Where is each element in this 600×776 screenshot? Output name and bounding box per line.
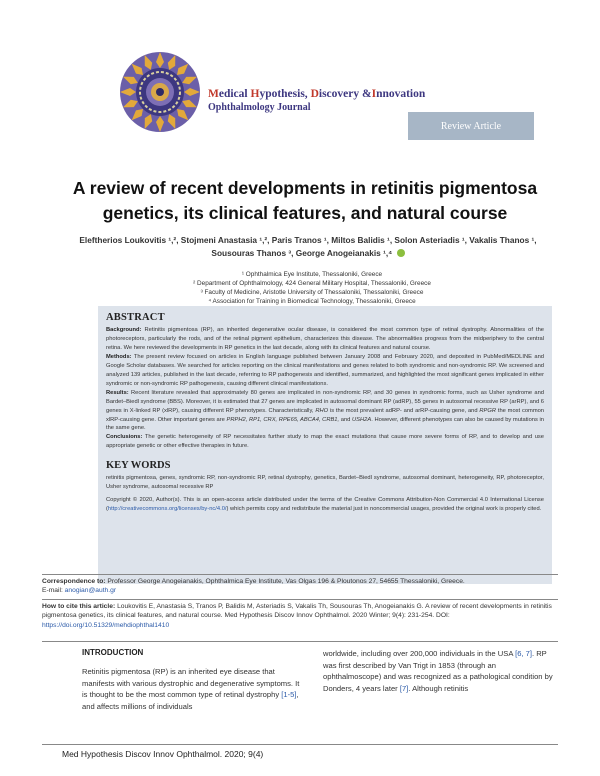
journal-word-hypothesis: ypothesis, xyxy=(259,88,311,100)
journal-name-line1 xyxy=(208,88,425,101)
reference-link[interactable]: [1-5] xyxy=(281,690,297,699)
conclusions-label: Conclusions: xyxy=(106,434,143,441)
body-column-left xyxy=(82,648,300,712)
affiliations xyxy=(100,270,524,306)
abstract-conclusions xyxy=(106,433,544,451)
journal-initial-d: D xyxy=(310,88,319,100)
methods-label: Methods: xyxy=(106,353,132,360)
article-type-badge: Review Article xyxy=(408,112,534,140)
body-column-right xyxy=(323,648,553,694)
affiliation-2: ² Department of Ophthalmology, 424 General Military Hospital, Thessaloniki, Greece xyxy=(193,280,431,287)
correspondence xyxy=(42,577,558,595)
journal-initial-m: M xyxy=(208,88,219,100)
gene-rho: RHO xyxy=(315,407,329,414)
abstract-methods xyxy=(106,353,544,389)
introduction-heading: INTRODUCTION xyxy=(82,648,144,657)
journal-mandala-logo xyxy=(118,50,202,134)
results-text-c: the most common xlRP-causing gene. Other important genes are xyxy=(106,407,545,423)
keywords-text: retinitis pigmentosa, genes, syndromic RP, non-syndromic RP, retinal dystrophy, genetics, Bardet–Biedl syndrome, autosomal dominant, heterogeneity, RP, photoreceptor, Usher syndrome, autosomal recessive RP xyxy=(106,475,544,491)
correspondence-text: Professor George Anogeianakis, Ophthalmica Eye Institute, Vas Olgas 196 & Ploutonos 27, 54655 Thessaloniki, Greece. xyxy=(107,578,465,585)
journal-initial-h: H xyxy=(250,88,260,100)
results-label: Results: xyxy=(106,389,129,396)
divider xyxy=(42,641,558,642)
reference-link[interactable]: [7] xyxy=(399,683,409,693)
intro-text-e: . Although retinitis xyxy=(408,683,469,693)
gene-list: PRPH2, RP1, CRX, RPE65, ABCA4, CRB1, xyxy=(226,416,340,423)
intro-text-d: . RP was first described by Van Trigt in 1853 (through an ophthalmoscope) and was recognized as a pathological condition by Donders, 4 years later xyxy=(323,649,553,693)
license-link[interactable]: http://creativecommons.org/licenses/by-nc/4.0/ xyxy=(107,506,227,513)
affiliation-3: ³ Faculty of Medicine, Aristotle University of Thessaloniki, Thessaloniki, Greece xyxy=(200,289,424,296)
page-footer: Med Hypothesis Discov Innov Ophthalmol. 2020; 9(4) xyxy=(62,749,264,759)
keywords-heading: KEY WORDS xyxy=(106,460,171,472)
citation-label: How to cite this article: xyxy=(42,603,116,610)
doi-link[interactable]: https://doi.org/10.51329/mehdiophthal1410 xyxy=(42,621,170,629)
divider xyxy=(42,574,558,575)
journal-initial-i: I xyxy=(371,88,377,100)
abstract-heading: ABSTRACT xyxy=(106,312,165,323)
journal-word-medical: edical xyxy=(218,88,251,100)
copyright-notice xyxy=(106,496,544,514)
abstract-box xyxy=(98,306,552,584)
background-text: Retinitis pigmentosa (RP), an inherited degenerative ocular disease, is considered the most common type of retinal dystrophy. Abnormalities of the photoreceptors, particularly the rods, and of the retinal pigment epithelium, characterizes this disease. The abnormalities progress from the midperiphery to the central retina. We here reviewed the developments in RP genetics in the last decade, along with its clinical features and natural course. xyxy=(106,327,544,351)
article-title: A review of recent developments in retinitis pigmentosa genetics, its clinical features, and natural course xyxy=(72,178,538,223)
intro-paragraph-right xyxy=(323,648,553,694)
footer-divider xyxy=(42,744,558,745)
email-link[interactable]: anogian@auth.gr xyxy=(64,587,117,594)
intro-text-a: Retinitis pigmentosa (RP) is an inherited eye disease that manifests with various dystrophic and degenerative symptoms. It is thought to be the most common type of retinal dystrophy xyxy=(82,667,300,699)
journal-name-line2: Ophthalmology Journal xyxy=(208,102,311,113)
results-text-d: and xyxy=(339,416,353,423)
citation-text: Loukovitis E, Anastasia S, Tranos P, Balidis M, Asteriadis S, Vakalis Th, Sousouras Th, Anogeianakis G. A review of recent developments in retinitis pigmentosa genetics, its clinical features, and natural course. Med Hypothesis Discov Innov Ophthalmol. 2020 Winter; 9(4): 231-254. DOI: xyxy=(42,603,552,620)
affiliation-1: ¹ Ophthalmica Eye Institute, Thessaloniki, Greece xyxy=(241,271,383,278)
conclusions-text: The genetic heterogeneity of RP necessitates further study to map the exact mutations that cause more severe forms of RP, and to develop and use appropriate genetic or other effective therapies in future. xyxy=(106,434,544,450)
copyright-text-a: Copyright © 2020, Author(s). This is an open-access article distributed under the terms of the Creative Commons Attribution-Non Commercial 4.0 International License ( xyxy=(106,497,544,513)
reference-link[interactable]: [6, 7] xyxy=(515,649,532,658)
email-label: E-mail: xyxy=(42,587,63,594)
affiliation-4: ⁴ Association for Training in Biomedical Technology, Thessaloniki, Greece xyxy=(208,298,416,305)
correspondence-label: Correspondence to: xyxy=(42,578,106,585)
journal-word-discovery: iscovery & xyxy=(318,88,372,100)
divider xyxy=(42,599,558,600)
gene-ush2a: USH2A xyxy=(352,416,372,423)
intro-text-b: , and affects millions of individuals xyxy=(82,690,299,711)
author-list xyxy=(66,234,550,259)
copyright-text-b: ) which permits copy and redistribute the material just in noncommercial usages, provided the original work is properly cited. xyxy=(226,506,542,513)
citation-block xyxy=(42,602,558,630)
journal-word-innovation: nnovation xyxy=(376,88,426,100)
intro-text-c: worldwide, including over 200,000 individuals in the USA xyxy=(323,649,516,658)
gene-rpgr: RPGR xyxy=(479,407,497,414)
intro-paragraph-left xyxy=(82,666,300,712)
journal-name xyxy=(208,88,425,114)
background-label: Background: xyxy=(106,327,142,333)
results-text-b: is the most prevalent adRP- and arRP-causing gene, and xyxy=(328,407,480,414)
methods-text: The present review focused on articles in English language published between January 2008 and February 2020, and deposited in PubMed/MEDLINE and Google Scholar databases. We searched for articles reporting on the clinical manifestations and genes related to both syndromic and non-syndromic RP. We screened and analyzed 139 articles, published in the last decade, referring to RP pathogenesis and identified, summarized, and highlighted the most significant genes implicated in either syndromic or non-syndromic RP pathogenesis, causing different clinical manifestations. xyxy=(106,353,544,387)
results-text-e: . However, different phenotypes can also be caused by mutations in the same gene. xyxy=(106,416,544,432)
orcid-icon[interactable] xyxy=(397,249,405,257)
author-names: Eleftherios Loukovitis ¹,², Stojmeni Anastasia ¹,², Paris Tranos ¹, Miltos Balidis ¹, Solon Asteriadis ¹, Vakalis Thanos ¹, Sousouras Thanos ³, George Anogeianakis ¹,⁴ xyxy=(79,235,537,258)
results-text-a: Recent literature revealed that approximately 80 genes are implicated in non-syndromic RP, and 30 genes in syndromic forms, such as Usher syndrome and Bardet–Biedl syndrome (BBS). Moreover, it is estimated that 27 genes are implicated in autosomal dominant RP (adRP), 55 genes in autosomal recessive RP (arRP), and 6 genes in X-linked RP (xlRP), causing different RP phenotypes. Characteristically, xyxy=(106,389,544,414)
abstract-results xyxy=(106,389,544,434)
abstract-background xyxy=(106,326,544,353)
